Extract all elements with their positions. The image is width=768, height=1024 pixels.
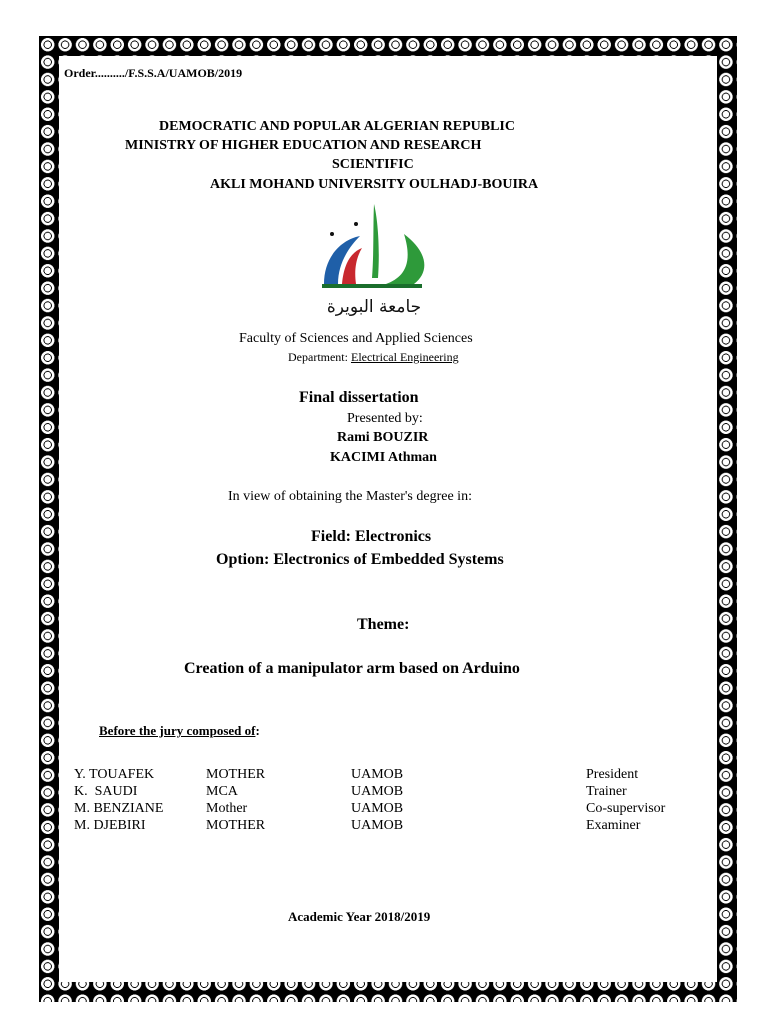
faculty-name: Faculty of Sciences and Applied Sciences [239,331,473,346]
jury-member-name: M. DJEBIRI [74,818,146,833]
academic-year: Academic Year 2018/2019 [288,909,431,924]
degree-statement: In view of obtaining the Master's degree in: [228,489,472,504]
jury-row [0,784,768,801]
university-logo-graphic [318,200,434,322]
jury-member-institution: UAMOB [351,767,404,782]
logo-caption: جامعة البويرة [326,297,422,317]
document-type: Final dissertation [299,389,419,406]
jury-member-role: Examiner [586,818,641,833]
jury-row [0,818,768,835]
header-university: AKLI MOHAND UNIVERSITY OULHADJ-BOUIRA [210,177,539,192]
jury-member-name: M. BENZIANE [74,801,164,816]
jury-member-grade: MCA [206,784,238,799]
jury-member-role: Trainer [586,784,627,799]
header-scientific: SCIENTIFIC [332,157,414,172]
department-name: Electrical Engineering [350,350,459,364]
theme-label: Theme: [357,616,410,633]
order-reference: Order........../F.S.S.A/UAMOB/2019 [64,66,243,80]
author-1: Rami BOUZIR [337,430,429,445]
jury-member-grade: MOTHER [206,818,266,833]
department [288,350,459,365]
jury-member-name: K. SAUDI [74,784,138,799]
header-republic: DEMOCRATIC AND POPULAR ALGERIAN REPUBLIC [159,119,515,134]
dissertation-title: Creation of a manipulator arm based on Arduino [184,660,520,677]
presented-by-label: Presented by: [347,411,423,426]
jury-heading-colon: : [255,723,260,738]
university-logo-icon [318,200,434,322]
department-label: Department: [288,350,351,364]
jury-heading [99,723,260,739]
jury-member-grade: MOTHER [206,767,266,782]
jury-row [0,767,768,784]
jury-member-institution: UAMOB [351,801,404,816]
header-ministry: MINISTRY OF HIGHER EDUCATION AND RESEARCH [125,138,482,153]
jury-member-institution: UAMOB [351,818,404,833]
jury-member-institution: UAMOB [351,784,404,799]
field-of-study: Field: Electronics [311,528,432,545]
jury-heading-text: Before the jury composed of [99,723,256,738]
jury-member-grade: Mother [206,801,248,816]
study-option: Option: Electronics of Embedded Systems [216,551,504,568]
author-2: KACIMI Athman [330,450,437,465]
jury-member-name: Y. TOUAFEK [74,767,155,782]
page-content-area [59,56,717,982]
jury-member-role: Co-supervisor [586,801,666,816]
jury-member-role: President [586,767,639,782]
jury-row [0,801,768,818]
